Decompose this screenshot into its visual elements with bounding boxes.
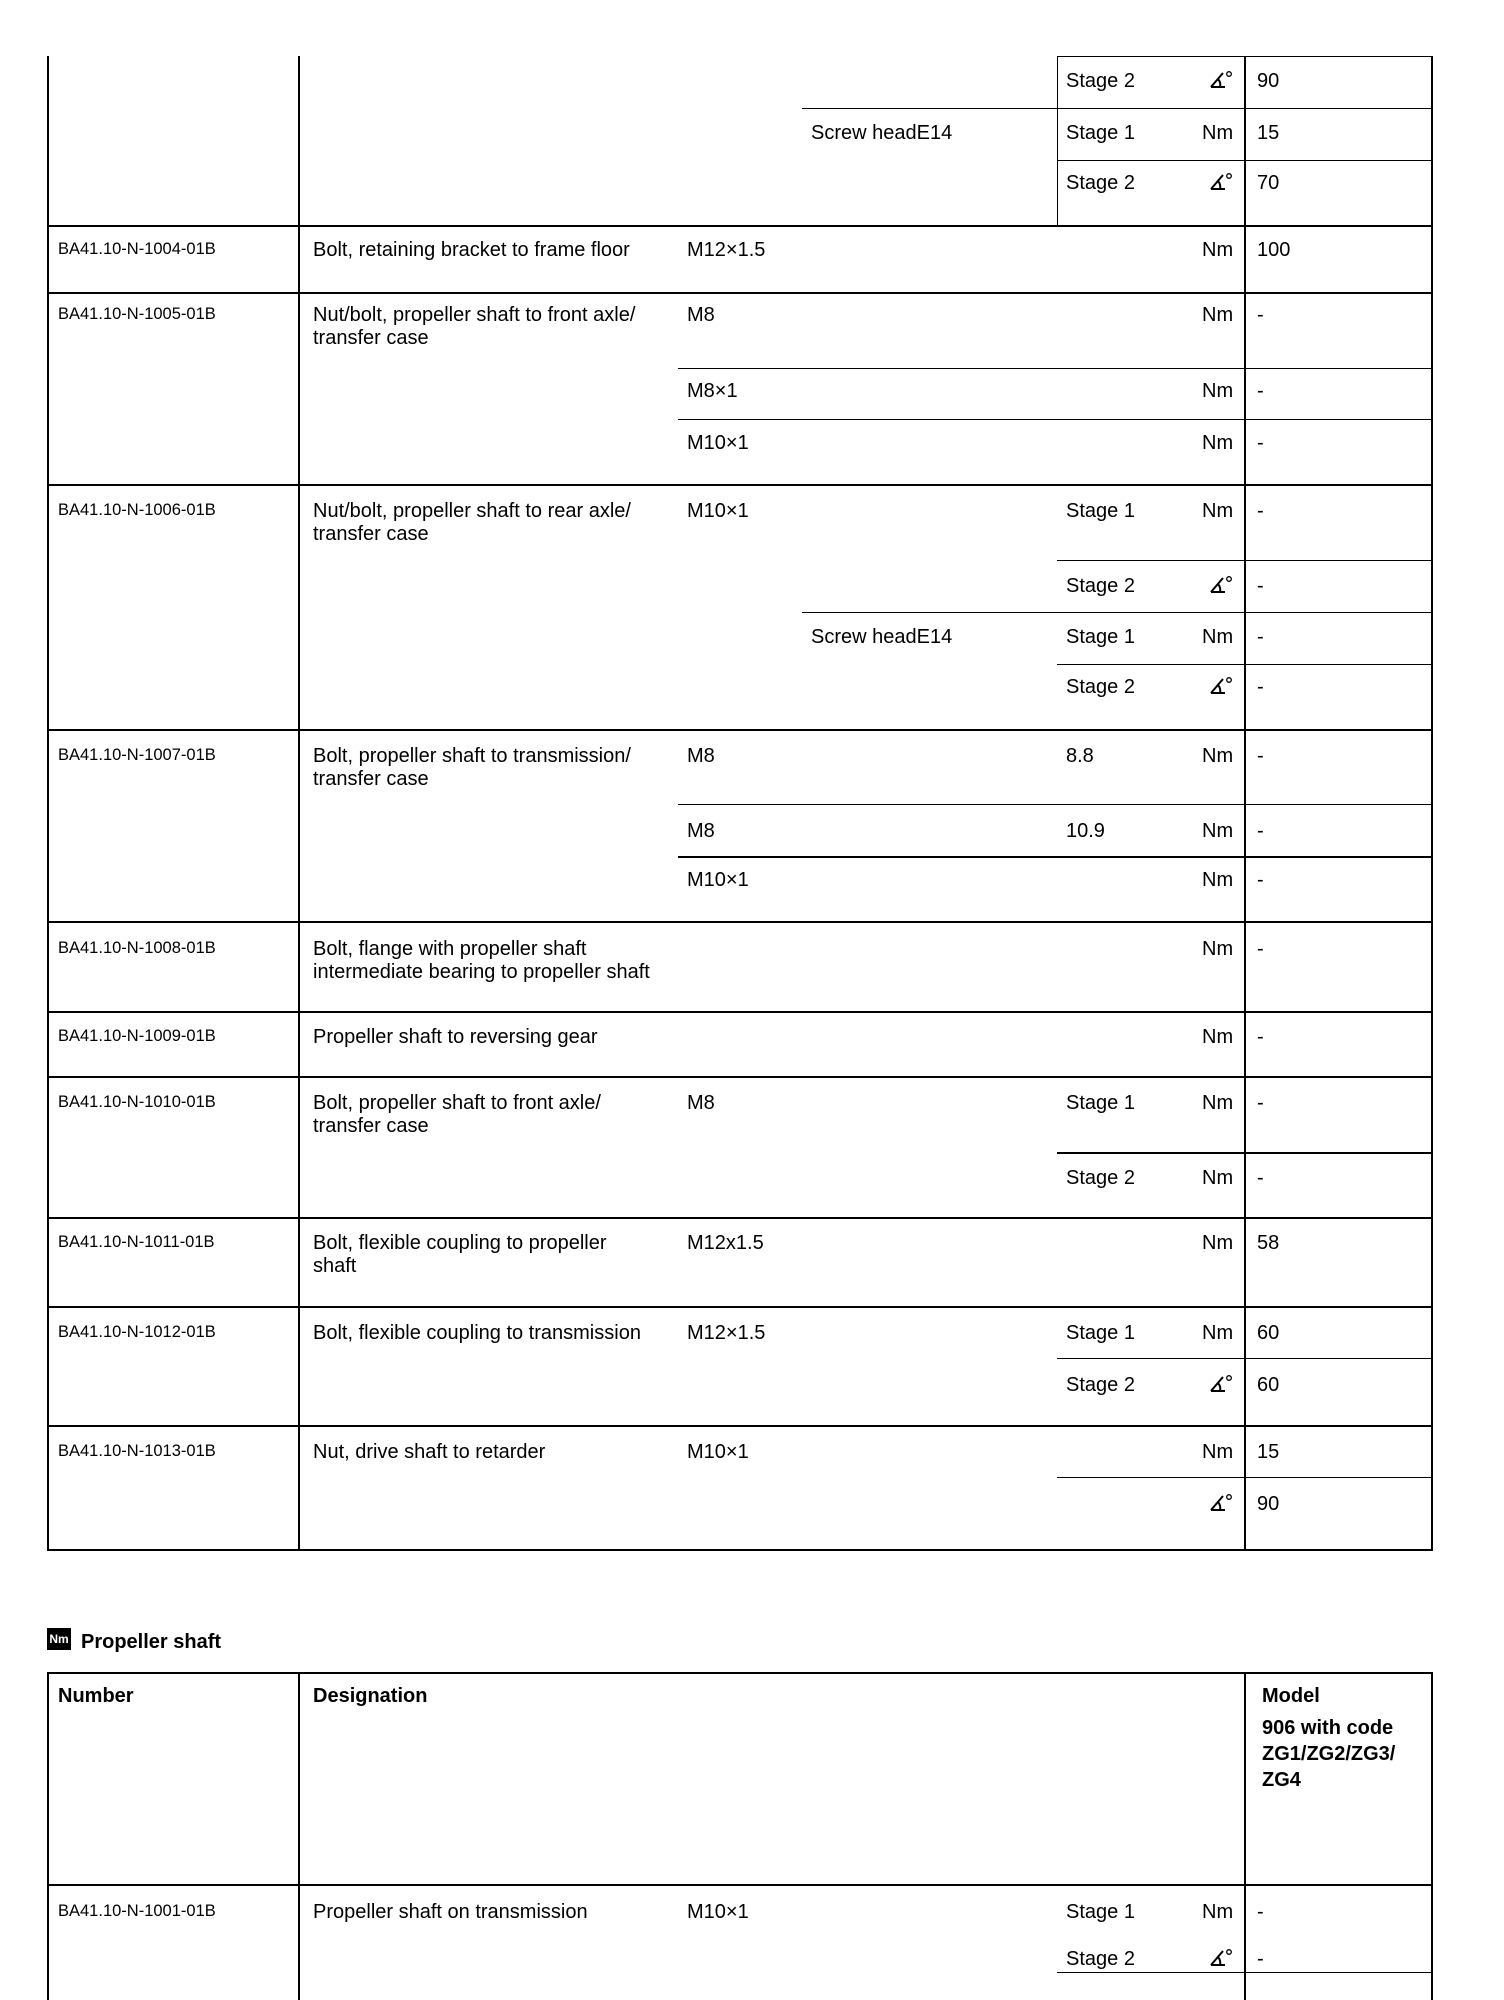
unit-label: Nm: [1202, 380, 1234, 402]
torque-value: -: [1257, 1948, 1264, 1970]
thread-size: M8: [687, 1092, 715, 1114]
unit-label: Nm: [1202, 820, 1234, 842]
designation: Propeller shaft to reversing gear: [313, 1026, 598, 1048]
column-header-designation: Designation: [313, 1685, 428, 1707]
torque-value: -: [1257, 626, 1264, 648]
stage-label: Stage 1: [1066, 1901, 1135, 1923]
unit-label: Nm: [1202, 1026, 1234, 1048]
stage-label: Stage 2: [1066, 676, 1135, 698]
column-header-model: Model: [1262, 1685, 1320, 1707]
unit-label: Nm: [1202, 626, 1234, 648]
unit-label: Nm: [1202, 938, 1234, 960]
unit-label: Nm: [1202, 1441, 1234, 1463]
torque-value: -: [1257, 938, 1264, 960]
part-number: BA41.10-N-1004-01B: [58, 240, 216, 258]
part-number: BA41.10-N-1009-01B: [58, 1027, 216, 1045]
unit-label: Nm: [1202, 1167, 1234, 1189]
unit-label: Nm: [1202, 239, 1234, 261]
column-header-number: Number: [58, 1685, 134, 1707]
part-number: BA41.10-N-1010-01B: [58, 1093, 216, 1111]
unit-label: Nm: [1202, 500, 1234, 522]
torque-value: -: [1257, 500, 1264, 522]
unit-label: Nm: [1202, 1092, 1234, 1114]
torque-value: -: [1257, 380, 1264, 402]
designation: Bolt, propeller shaft to front axle/ transfer case: [313, 1092, 601, 1137]
thread-size: M8×1: [687, 380, 738, 402]
designation: Bolt, flexible coupling to propeller shaft: [313, 1232, 607, 1277]
stage-label: Stage 2: [1066, 1948, 1135, 1970]
angle-degree-icon: [1208, 70, 1234, 90]
part-label: Screw headE14: [811, 122, 953, 144]
stage-label: Stage 2: [1066, 70, 1135, 92]
part-number: BA41.10-N-1007-01B: [58, 746, 216, 764]
part-number: BA41.10-N-1013-01B: [58, 1442, 216, 1460]
thread-size: M8: [687, 745, 715, 767]
unit-label: Nm: [1202, 1901, 1234, 1923]
torque-value: -: [1257, 1901, 1264, 1923]
torque-value: -: [1257, 575, 1264, 597]
part-number: BA41.10-N-1001-01B: [58, 1902, 216, 1920]
torque-value: -: [1257, 432, 1264, 454]
thread-size: M12x1.5: [687, 1232, 764, 1254]
thread-size: M12×1.5: [687, 239, 766, 261]
designation: Propeller shaft on transmission: [313, 1901, 588, 1923]
thread-size: M12×1.5: [687, 1322, 766, 1344]
torque-value: -: [1257, 676, 1264, 698]
designation: Nut, drive shaft to retarder: [313, 1441, 546, 1463]
part-number: BA41.10-N-1006-01B: [58, 501, 216, 519]
thread-size: M10×1: [687, 500, 749, 522]
torque-value: 15: [1257, 1441, 1280, 1463]
torque-value: 58: [1257, 1232, 1280, 1254]
torque-value: 70: [1257, 172, 1280, 194]
unit-label: Nm: [1202, 1232, 1234, 1254]
thread-size: M10×1: [687, 1441, 749, 1463]
angle-degree-icon: [1208, 575, 1234, 595]
unit-label: Nm: [1202, 745, 1234, 767]
section-title: Propeller shaft: [81, 1631, 222, 1653]
nm-icon: Nm: [47, 1628, 71, 1650]
torque-value: -: [1257, 820, 1264, 842]
stage-label: Stage 2: [1066, 1374, 1135, 1396]
thread-size: M10×1: [687, 869, 749, 891]
angle-degree-icon: [1208, 1374, 1234, 1394]
stage-label: Stage 1: [1066, 1322, 1135, 1344]
designation: Bolt, flange with propeller shaft intermediate bearing to propeller shaft: [313, 938, 650, 983]
torque-value: -: [1257, 745, 1264, 767]
stage-label: Stage 2: [1066, 575, 1135, 597]
thread-size: M8: [687, 304, 715, 326]
torque-value: 90: [1257, 70, 1280, 92]
thread-size: M8: [687, 820, 715, 842]
torque-value: -: [1257, 304, 1264, 326]
grade-label: 10.9: [1066, 820, 1105, 842]
unit-label: Nm: [1202, 432, 1234, 454]
torque-value: -: [1257, 1026, 1264, 1048]
part-number: BA41.10-N-1008-01B: [58, 939, 216, 957]
thread-size: M10×1: [687, 1901, 749, 1923]
part-number: BA41.10-N-1005-01B: [58, 305, 216, 323]
grade-label: 8.8: [1066, 745, 1094, 767]
angle-degree-icon: [1208, 1948, 1234, 1968]
part-number: BA41.10-N-1012-01B: [58, 1323, 216, 1341]
part-label: Screw headE14: [811, 626, 953, 648]
unit-label: Nm: [1202, 304, 1234, 326]
angle-degree-icon: [1208, 172, 1234, 192]
torque-value: 60: [1257, 1322, 1280, 1344]
unit-label: Nm: [1202, 1322, 1234, 1344]
part-number: BA41.10-N-1011-01B: [58, 1233, 215, 1251]
designation: Bolt, propeller shaft to transmission/ transfer case: [313, 745, 631, 790]
stage-label: Stage 1: [1066, 626, 1135, 648]
torque-value: -: [1257, 869, 1264, 891]
torque-value: 15: [1257, 122, 1280, 144]
designation: Nut/bolt, propeller shaft to rear axle/ transfer case: [313, 500, 631, 545]
torque-value: 100: [1257, 239, 1291, 261]
torque-value: -: [1257, 1092, 1264, 1114]
designation: Bolt, retaining bracket to frame floor: [313, 239, 630, 261]
stage-label: Stage 1: [1066, 500, 1135, 522]
stage-label: Stage 2: [1066, 1167, 1135, 1189]
torque-value: -: [1257, 1167, 1264, 1189]
angle-degree-icon: [1208, 1493, 1234, 1513]
model-detail: 906 with code ZG1/ZG2/ZG3/ ZG4: [1262, 1717, 1396, 1791]
torque-value: 60: [1257, 1374, 1280, 1396]
designation: Bolt, flexible coupling to transmission: [313, 1322, 641, 1344]
torque-value: 90: [1257, 1493, 1280, 1515]
stage-label: Stage 2: [1066, 172, 1135, 194]
stage-label: Stage 1: [1066, 122, 1135, 144]
unit-label: Nm: [1202, 122, 1234, 144]
angle-degree-icon: [1208, 676, 1234, 696]
designation: Nut/bolt, propeller shaft to front axle/ transfer case: [313, 304, 636, 349]
unit-label: Nm: [1202, 869, 1234, 891]
stage-label: Stage 1: [1066, 1092, 1135, 1114]
thread-size: M10×1: [687, 432, 749, 454]
